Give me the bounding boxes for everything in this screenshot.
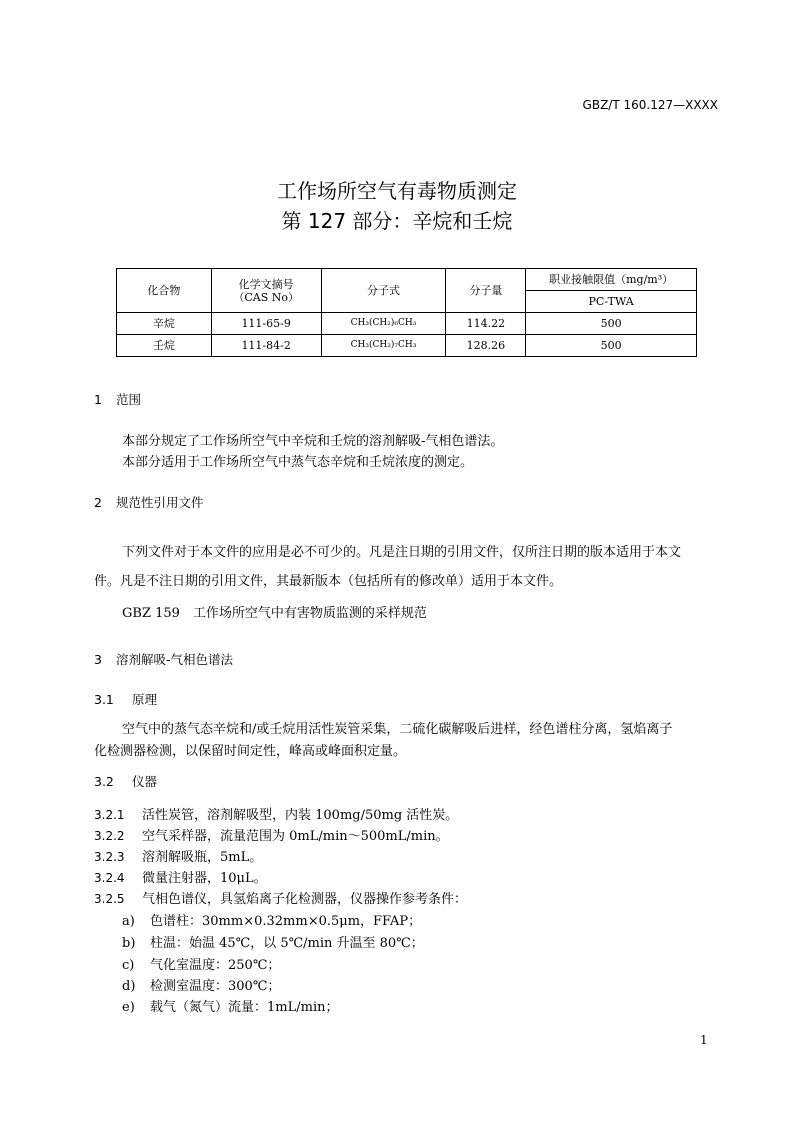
list-item (94, 846, 262, 865)
table-header-row (117, 269, 697, 291)
col-cas (211, 269, 321, 313)
item-text: 气相色谱仪，具氢焰离子化检测器，仪器操作参考条件： (142, 892, 468, 907)
cell-mw: 114.22 (446, 313, 526, 335)
item-number: 3.2.2 (94, 829, 125, 843)
section-number: 1 (94, 392, 102, 407)
cell-compound: 辛烷 (117, 313, 212, 335)
page-number: 1 (700, 1033, 708, 1047)
item-text: 微量注射器，10μL。 (142, 871, 267, 886)
item-marker: b) (122, 936, 136, 951)
paragraph: 本部分适用于工作场所空气中蒸气态辛烷和壬烷浓度的测定。 (122, 455, 474, 470)
item-number: 3.2.1 (94, 808, 125, 822)
section-number: 3.1 (94, 692, 114, 707)
col-pc-twa: PC-TWA (526, 291, 697, 313)
item-text: 检测室温度：300℃； (150, 979, 281, 994)
paragraph-line: 下列文件对于本文件的应用是必不可少的。凡是注日期的引用文件，仅所注日期的版本适用于本文 (122, 545, 682, 560)
col-compound: 化合物 (117, 269, 212, 313)
table-row (117, 313, 697, 335)
standard-code: GBZ/T 160.127—XXXX (582, 98, 718, 112)
normative-reference: GBZ 159 工作场所空气中有害物质监测的采样规范 (122, 606, 427, 621)
section-2-heading (94, 493, 204, 511)
section-3-heading (94, 650, 233, 668)
item-text: 活性炭管，溶剂解吸型，内装 100mg/50mg 活性炭。 (142, 808, 459, 823)
item-text: 载气（氮气）流量：1mL/min； (150, 1000, 339, 1015)
list-item (94, 804, 458, 823)
sub-list-item (122, 996, 338, 1015)
cell-cas: 111-84-2 (211, 335, 321, 357)
item-marker: d) (122, 979, 136, 994)
paragraph-line: 化检测器检测，以保留时间定性，峰高或峰面积定量。 (94, 744, 407, 759)
item-text: 空气采样器，流量范围为 0mL/min～500mL/min。 (142, 829, 449, 844)
paragraph-line: 件。凡是不注日期的引用文件，其最新版本（包括所有的修改单）适用于本文件。 (94, 574, 563, 589)
item-text: 色谱柱：30mm×0.32mm×0.5μm，FFAP； (150, 914, 422, 929)
cell-formula: CH₃(CH₂)₆CH₃ (321, 313, 446, 335)
item-number: 3.2.5 (94, 892, 125, 906)
section-3-1-heading (94, 690, 157, 708)
section-title: 范围 (116, 392, 142, 407)
col-mw: 分子量 (446, 269, 526, 313)
section-title: 仪器 (132, 774, 158, 789)
col-oel: 职业接触限值（mg/m³） (526, 269, 697, 291)
item-marker: e) (122, 1000, 135, 1015)
item-text: 柱温：始温 45℃，以 5℃/min 升温至 80℃； (150, 936, 424, 951)
item-text: 气化室温度：250℃； (150, 958, 281, 973)
list-item (94, 888, 467, 907)
section-title: 溶剂解吸-气相色谱法 (116, 652, 234, 667)
section-number: 3.2 (94, 774, 114, 789)
item-text: 溶剂解吸瓶，5mL。 (142, 850, 263, 865)
list-item (94, 825, 449, 844)
col-formula: 分子式 (321, 269, 446, 313)
cell-twa: 500 (526, 335, 697, 357)
section-1-heading (94, 390, 141, 408)
item-marker: c) (122, 958, 135, 973)
paragraph-line: 空气中的蒸气态辛烷和/或壬烷用活性炭管采集，二硫化碳解吸后进样，经色谱柱分离，氢焰离子 (122, 722, 673, 737)
item-marker: a) (122, 914, 135, 929)
cell-compound: 壬烷 (117, 335, 212, 357)
col-cas-line2: （CAS No） (233, 290, 299, 304)
list-item (94, 867, 267, 886)
section-title: 规范性引用文件 (116, 495, 204, 510)
cell-formula: CH₃(CH₂)₇CH₃ (321, 335, 446, 357)
col-cas-line1: 化学文摘号 (238, 277, 294, 291)
section-number: 3 (94, 652, 102, 667)
sub-list-item (122, 975, 280, 994)
cell-mw: 128.26 (446, 335, 526, 357)
sub-list-item (122, 932, 424, 951)
document-subtitle: 第 127 部分：辛烷和壬烷 (281, 209, 513, 233)
item-number: 3.2.4 (94, 871, 125, 885)
sub-list-item (122, 910, 421, 929)
cell-twa: 500 (526, 313, 697, 335)
document-title: 工作场所空气有毒物质测定 (277, 179, 517, 203)
sub-list-item (122, 954, 280, 973)
section-title: 原理 (132, 692, 158, 707)
table-row (117, 335, 697, 357)
section-number: 2 (94, 495, 102, 510)
paragraph: 本部分规定了工作场所空气中辛烷和壬烷的溶剂解吸-气相色谱法。 (122, 434, 504, 449)
compound-table (116, 268, 697, 357)
item-number: 3.2.3 (94, 850, 125, 864)
cell-cas: 111-65-9 (211, 313, 321, 335)
section-3-2-heading (94, 772, 157, 790)
